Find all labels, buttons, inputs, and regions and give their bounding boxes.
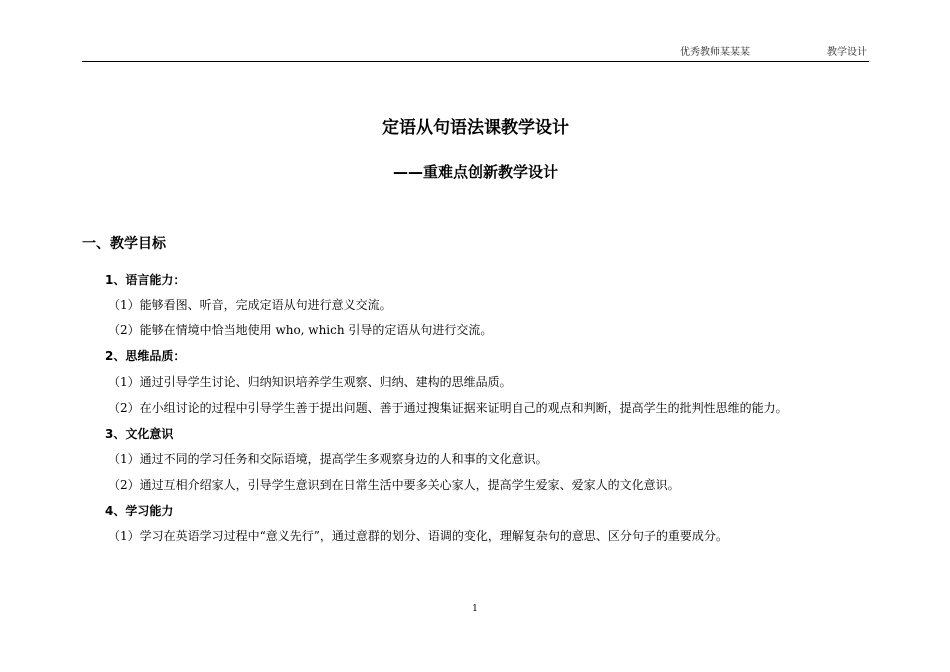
document-title: 定语从句语法课教学设计 <box>382 118 569 138</box>
goal-heading-culture: 3、文化意识 <box>105 427 174 441</box>
header-rule <box>82 61 869 62</box>
goal-heading-learning: 4、学习能力 <box>105 504 174 518</box>
page-header <box>82 46 869 60</box>
section-heading-teaching-goals: 一、教学目标 <box>82 236 166 252</box>
goal-item: （1）能够看图、听音，完成定语从句进行意义交流。 <box>108 298 392 312</box>
page-number: 1 <box>472 604 478 614</box>
goal-heading-language: 1、语言能力： <box>105 273 186 287</box>
goal-item: （2）在小组讨论的过程中引导学生善于提出问题、善于通过搜集证据来证明自己的观点和判断，提高学生的批判性思维的能力。 <box>108 401 788 415</box>
goal-heading-thinking: 2、思维品质： <box>105 349 186 363</box>
goal-item: （1）通过不同的学习任务和交际语境，提高学生多观察身边的人和事的文化意识。 <box>108 452 548 466</box>
goal-item: （1）通过引导学生讨论、归纳知识培养学生观察、归纳、建构的思维品质。 <box>108 375 512 389</box>
header-doc-type: 教学设计 <box>827 47 867 58</box>
goal-item: （1）学习在英语学习过程中“意义先行”，通过意群的划分、语调的变化，理解复杂句的意思、区分句子的重要成分。 <box>108 529 728 543</box>
goal-item: （2）通过互相介绍家人，引导学生意识到在日常生活中要多关心家人，提高学生爱家、爱家人的文化意识。 <box>108 478 680 492</box>
goal-item: （2）能够在情境中恰当地使用 who, which 引导的定语从句进行交流。 <box>108 323 493 337</box>
header-author: 优秀教师某某某 <box>680 47 750 58</box>
document-subtitle: ——重难点创新教学设计 <box>392 163 558 181</box>
